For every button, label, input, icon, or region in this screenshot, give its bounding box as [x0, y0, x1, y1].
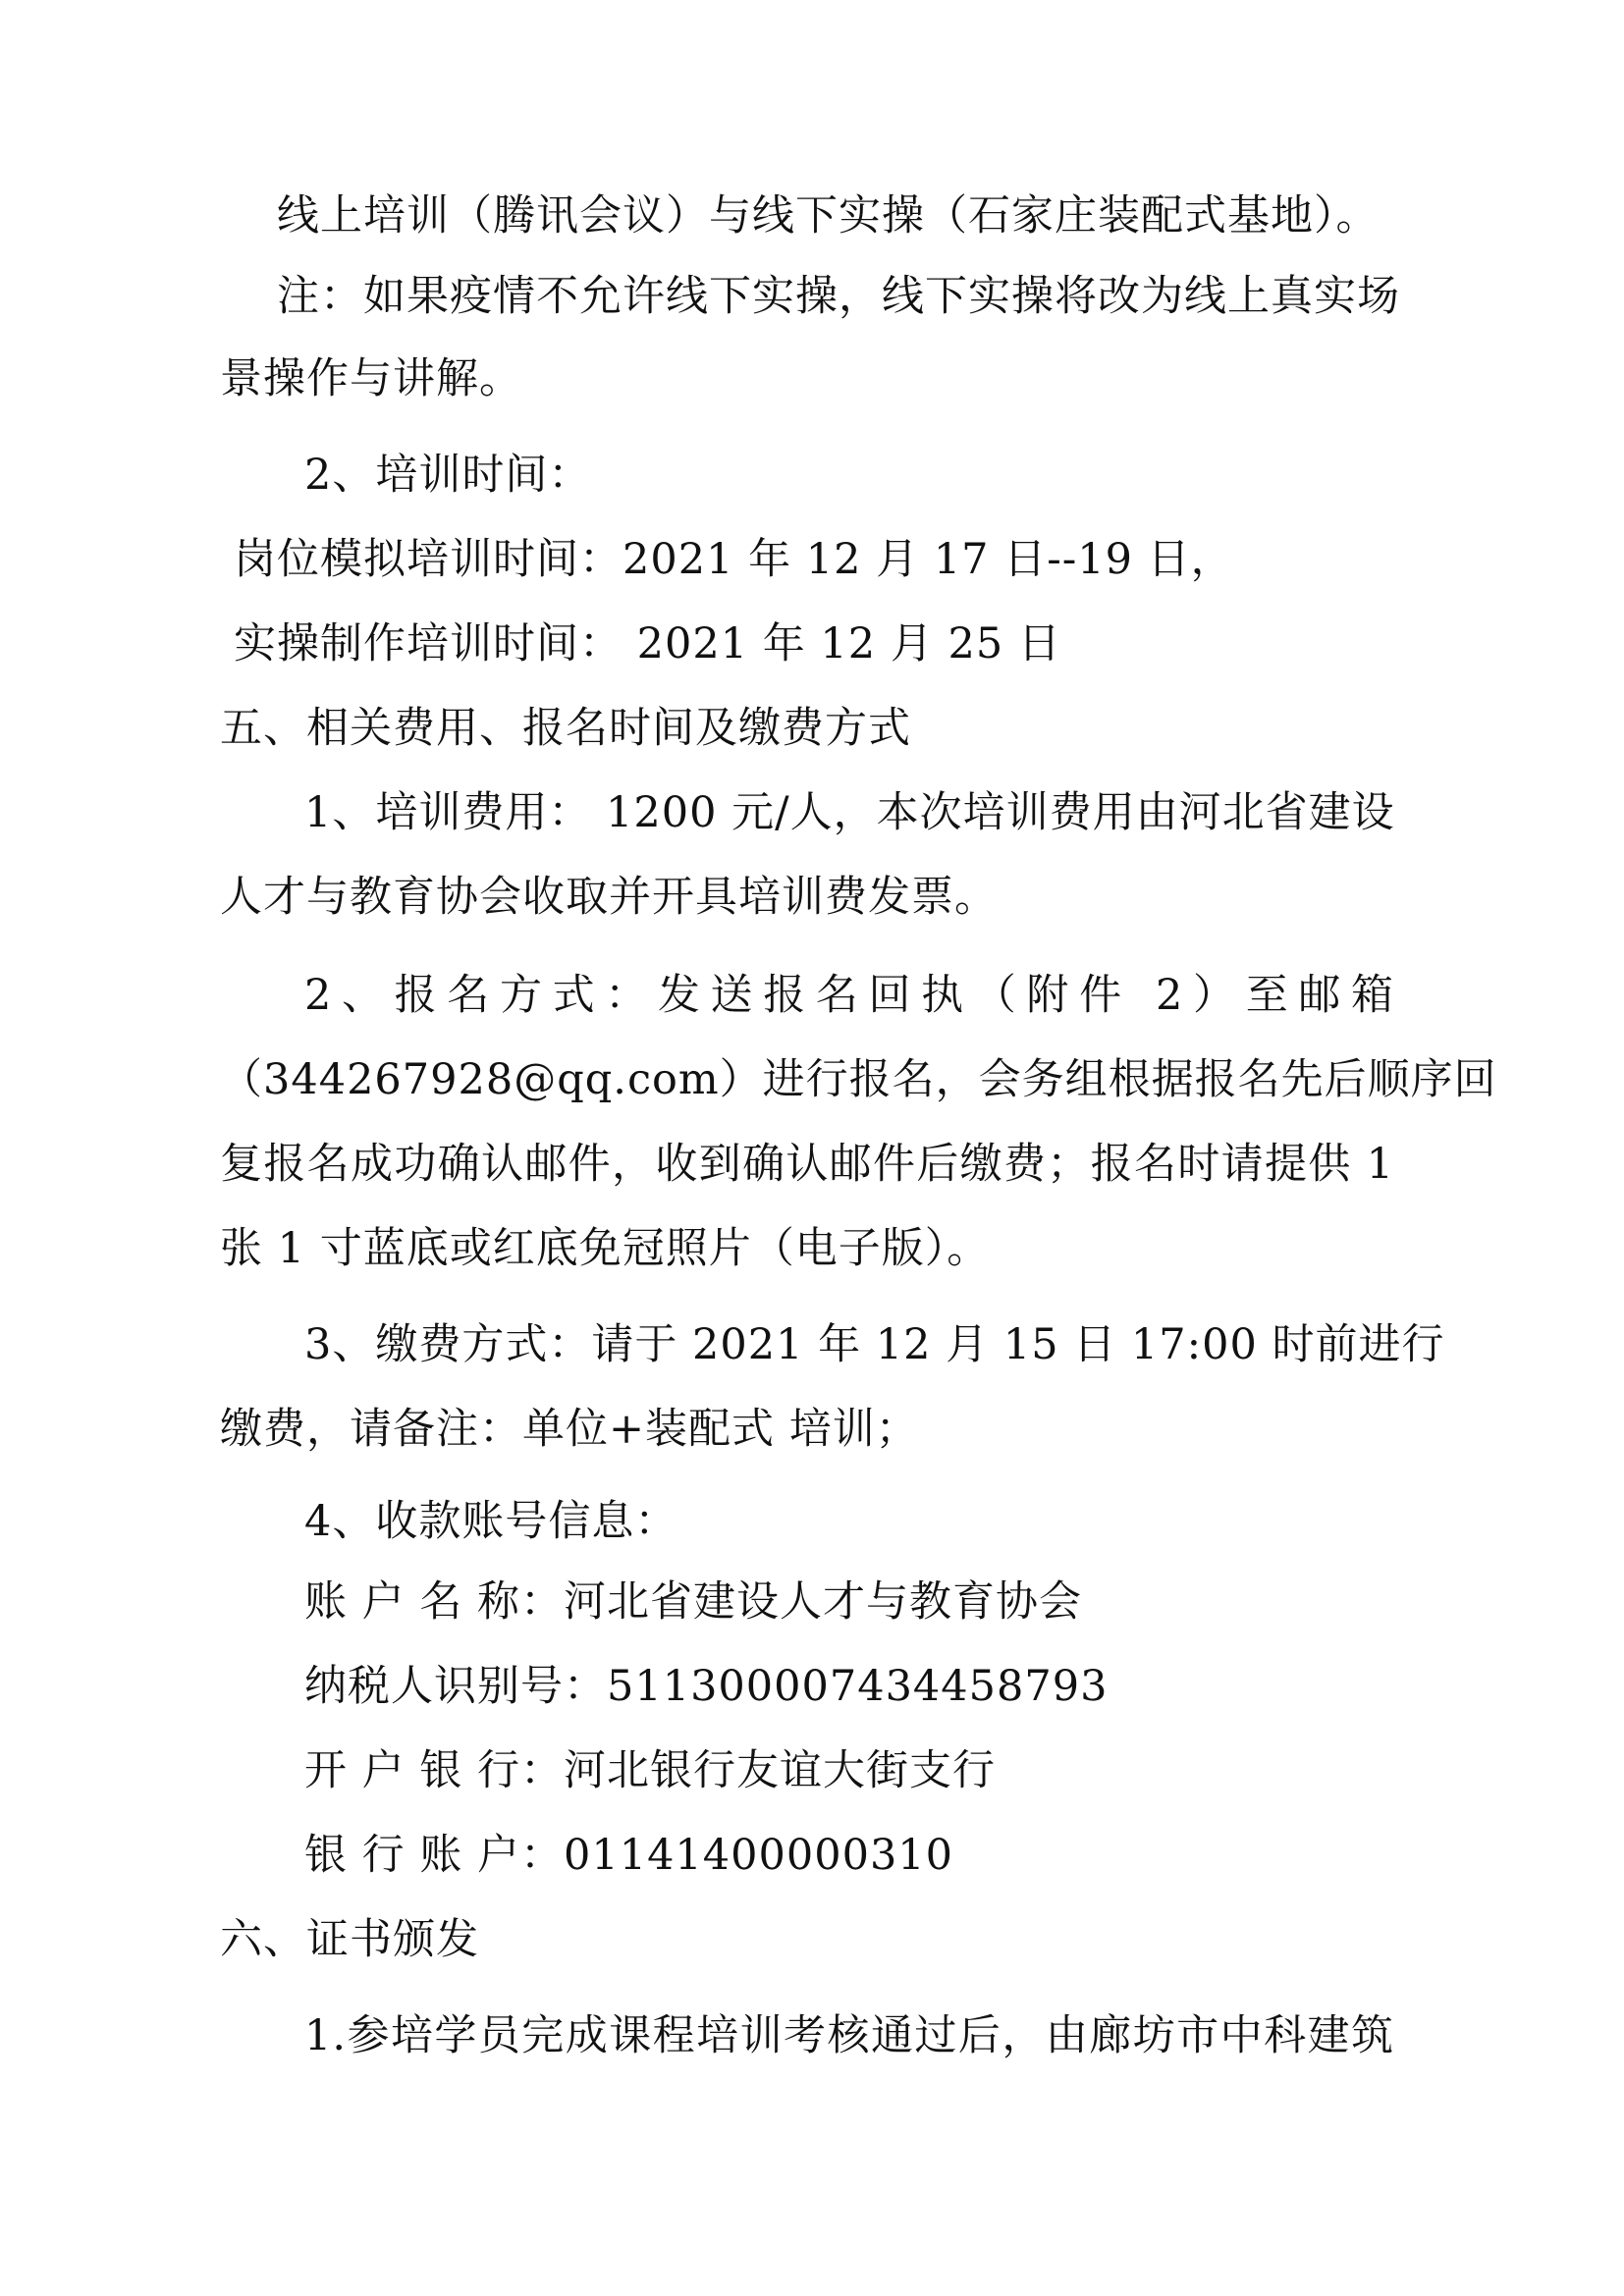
note-line-2: 景操作与讲解。 [220, 354, 522, 403]
certificate-line-1: 1.参培学员完成课程培训考核通过后，由廊坊市中科建筑 [304, 2011, 1394, 2060]
training-time-heading: 2、培训时间： [304, 451, 592, 500]
training-fee-line-2: 人才与教育协会收取并开具培训费发票。 [220, 873, 998, 922]
training-mode-line: 线上培训（腾讯会议）与线下实操（石家庄装配式基地）。 [277, 191, 1380, 240]
section-5-heading: 五、相关费用、报名时间及缴费方式 [220, 704, 911, 753]
registration-line-1: 2、报名方式：发送报名回执（附件 2）至邮箱 [304, 971, 1394, 1020]
training-fee-line-1: 1、培训费用： 1200 元/人，本次培训费用由河北省建设 [304, 788, 1395, 837]
simulation-training-time: 岗位模拟培训时间：2021 年 12 月 17 日--19 日， [234, 535, 1234, 584]
note-line-1: 注：如果疫情不允许线下实操，线下实操将改为线上真实场 [277, 272, 1400, 321]
practical-training-time: 实操制作培训时间： 2021 年 12 月 25 日 [234, 619, 1061, 668]
bank-name-line: 开 户 银 行：河北银行友谊大街支行 [304, 1746, 997, 1795]
registration-line-3: 复报名成功确认邮件，收到确认邮件后缴费；报名时请提供 1 [220, 1140, 1394, 1189]
section-6-heading: 六、证书颁发 [220, 1915, 479, 1964]
registration-line-2: （344267928@qq.com）进行报名，会务组根据报名先后顺序回 [220, 1055, 1497, 1104]
account-info-heading: 4、收款账号信息： [304, 1497, 678, 1546]
payment-line-1: 3、缴费方式：请于 2021 年 12 月 15 日 17:00 时前进行 [304, 1320, 1445, 1369]
bank-account-line: 银 行 账 户：01141400000310 [304, 1831, 954, 1880]
account-name-line: 账 户 名 称：河北省建设人才与教育协会 [304, 1577, 1083, 1627]
payment-line-2: 缴费，请备注：单位+装配式 培训； [220, 1405, 919, 1454]
tax-id-line: 纳税人识别号：511300007434458793 [304, 1662, 1109, 1711]
registration-line-4: 张 1 寸蓝底或红底免冠照片（电子版）。 [220, 1224, 991, 1273]
